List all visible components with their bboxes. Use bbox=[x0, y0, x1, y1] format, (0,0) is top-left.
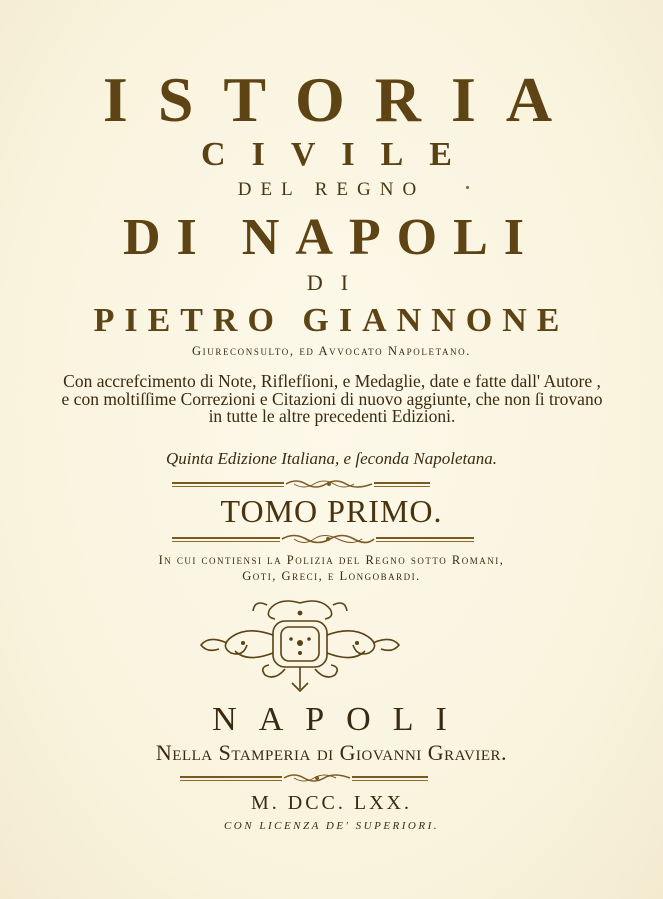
author-name: PIETRO GIANNONE bbox=[93, 302, 570, 339]
place-of-publication: NAPOLI bbox=[212, 701, 469, 738]
floral-vignette-icon bbox=[195, 595, 405, 695]
contents-line-1: In cui contienſi la Polizia del Regno sotto Romani, bbox=[158, 553, 505, 567]
title-civile: CIVILE bbox=[201, 136, 478, 173]
speck bbox=[466, 186, 469, 189]
author-preposition: DI bbox=[306, 270, 367, 295]
publication-date: M. DCC. LXX. bbox=[250, 792, 412, 814]
title-del-regno: DEL REGNO bbox=[237, 179, 426, 200]
licence-line: CON LICENZA DE' SUPERIORI. bbox=[223, 820, 440, 832]
title-istoria: ISTORIA bbox=[102, 64, 583, 135]
author-role: Giureconsulto, ed Avvocato Napoletano. bbox=[192, 344, 471, 358]
volume-title: TOMO PRIMO. bbox=[220, 493, 443, 529]
printer-imprint: Nella Stamperia di Giovanni Gravier. bbox=[155, 740, 508, 765]
edition-note: Quinta Edizione Italiana, e ſeconda Napoletana. bbox=[166, 449, 497, 468]
title-di-napoli: DI NAPOLI bbox=[122, 209, 541, 266]
description: Con accrefcimento di Note, Riflefſioni, e Medaglie, date e fatte dall' Autore , e con moltiſſime Correzioni e Citazioni di nuovo aggiunte, che non ſi trovano in tutte le altre precedenti Edizioni. bbox=[61, 371, 603, 426]
contents-line-2: Goti, Greci, e Longobardi. bbox=[242, 569, 421, 583]
